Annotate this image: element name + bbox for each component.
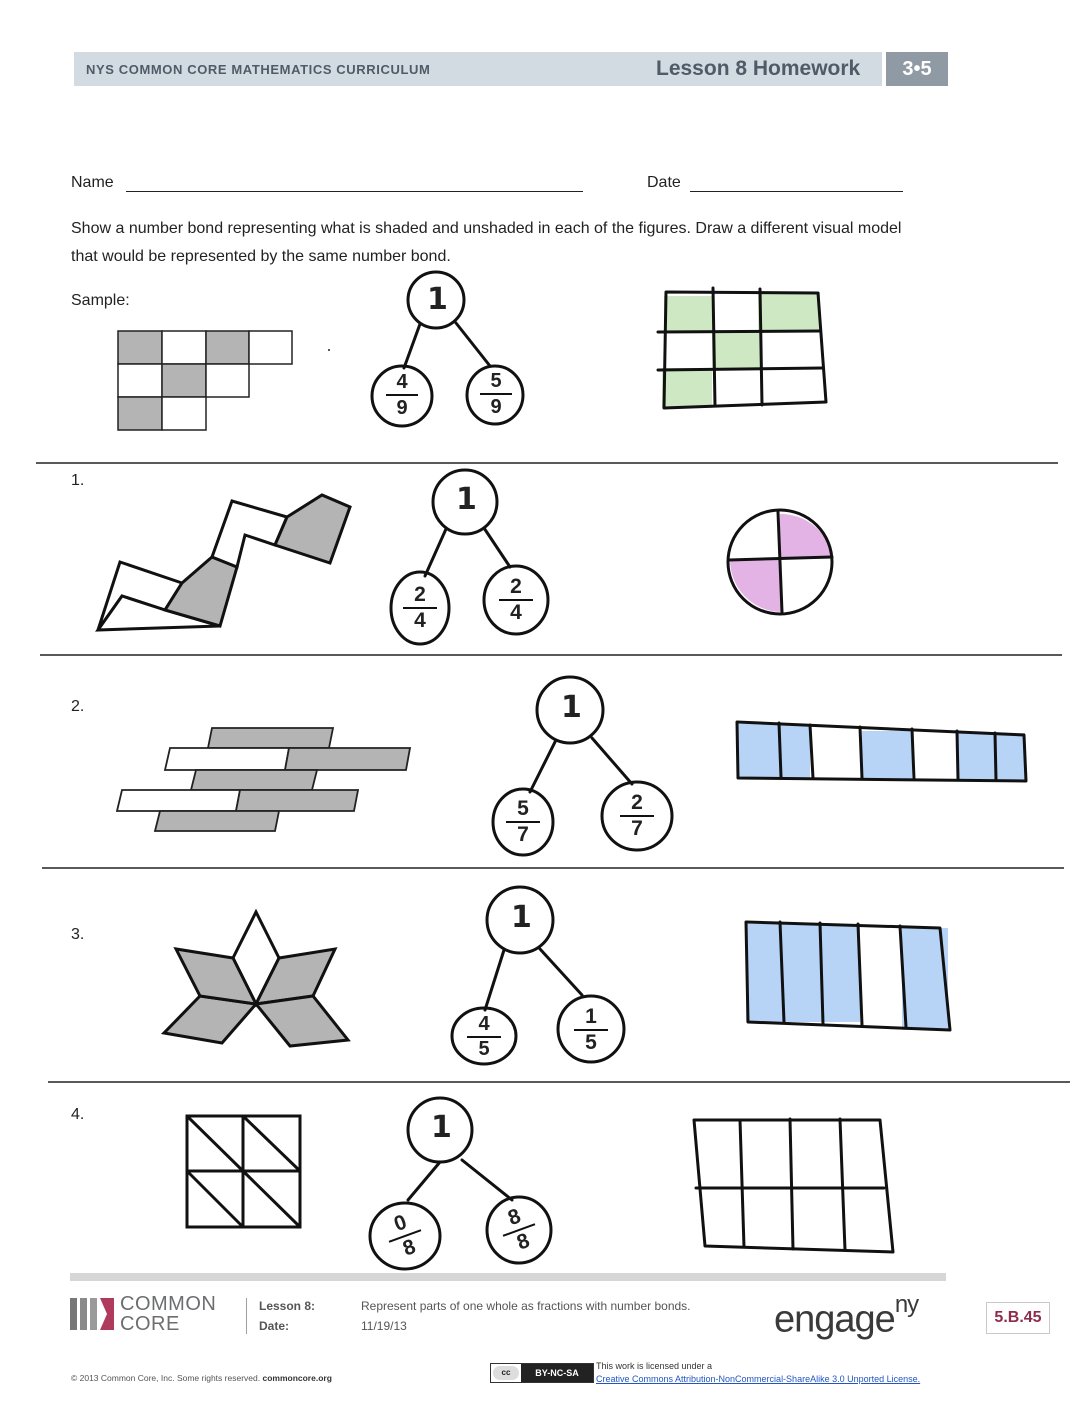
sample-grid-figure <box>118 331 292 430</box>
license-badge[interactable] <box>490 1363 594 1383</box>
sample-right-fraction: 5 9 <box>484 370 508 418</box>
problem-1-whole: 1 <box>456 482 477 517</box>
date-label: Date <box>647 174 681 191</box>
sample-left-fraction: 4 9 <box>390 371 414 419</box>
common-core-logo-icon <box>70 1296 116 1332</box>
license-text: This work is licensed under a <box>596 1361 713 1371</box>
problem-2-left-fraction: 5 7 <box>510 798 536 846</box>
footer-bar <box>70 1273 946 1281</box>
lesson-title: Lesson 8 Homework <box>656 57 861 80</box>
problem-3-bar-model <box>746 922 950 1030</box>
problem-4-left-fraction: 0 8 <box>385 1209 426 1263</box>
copyright: © 2013 Common Core, Inc. Some rights reserved. commoncore.org <box>71 1373 332 1383</box>
module-badge: 3•5 <box>886 52 948 86</box>
footer-lesson-label: Lesson 8: <box>259 1299 316 1313</box>
sample-label: Sample: <box>71 292 130 309</box>
problem-2-bar-model <box>737 722 1026 781</box>
footer-lesson-value: Represent parts of one whole as fractions with number bonds. <box>361 1299 691 1313</box>
problem-3-number: 3. <box>71 926 85 943</box>
problem-1-left-fraction: 2 4 <box>407 584 433 632</box>
problem-3-whole: 1 <box>511 900 532 935</box>
sample-whole: 1 <box>427 282 448 317</box>
footer-date-value: 11/19/13 <box>361 1319 407 1333</box>
problem-3-right-fraction: 1 5 <box>578 1006 604 1054</box>
problem-3-left-fraction: 4 5 <box>471 1014 497 1060</box>
cc-icon: cc <box>493 1366 519 1380</box>
curriculum-title: NYS COMMON CORE MATHEMATICS CURRICULUM <box>86 62 431 77</box>
problem-4-triangle-grid-figure <box>187 1116 300 1227</box>
instructions: Show a number bond representing what is shaded and unshaded in each of the figures. Draw a different visual model that would be represented by the same number bond. <box>71 220 902 265</box>
license-badge-text: BY-NC-SA <box>521 1364 593 1382</box>
footer-divider <box>246 1298 247 1334</box>
problem-1-right-fraction: 2 4 <box>503 576 529 624</box>
problem-4-whole: 1 <box>431 1110 452 1145</box>
problem-3-star-figure <box>164 912 348 1046</box>
problem-2-right-fraction: 2 7 <box>624 792 650 840</box>
problem-1-number: 1. <box>71 472 85 489</box>
problem-4-right-fraction: 8 8 <box>499 1203 540 1257</box>
problem-4-number: 4. <box>71 1106 85 1123</box>
problem-1-circle-model <box>728 510 832 614</box>
sample-green-model <box>658 288 826 408</box>
engageny-logo: engage$^{ny}$ <box>774 1291 919 1341</box>
problem-2-whole: 1 <box>561 690 582 725</box>
problem-1-zigzag-figure <box>98 495 350 630</box>
common-core-wordmark: COMMON CORE <box>120 1293 217 1335</box>
name-label: Name <box>71 174 114 191</box>
problem-4-grid-model <box>694 1119 893 1252</box>
problem-2-bricks-figure <box>117 728 410 831</box>
license-link[interactable]: Creative Commons Attribution-NonCommercial-ShareAlike 3.0 Unported License. <box>596 1374 921 1384</box>
problem-2-number: 2. <box>71 698 85 715</box>
page-code: 5.B.45 <box>986 1302 1050 1334</box>
footer-date-label: Date: <box>259 1319 290 1333</box>
